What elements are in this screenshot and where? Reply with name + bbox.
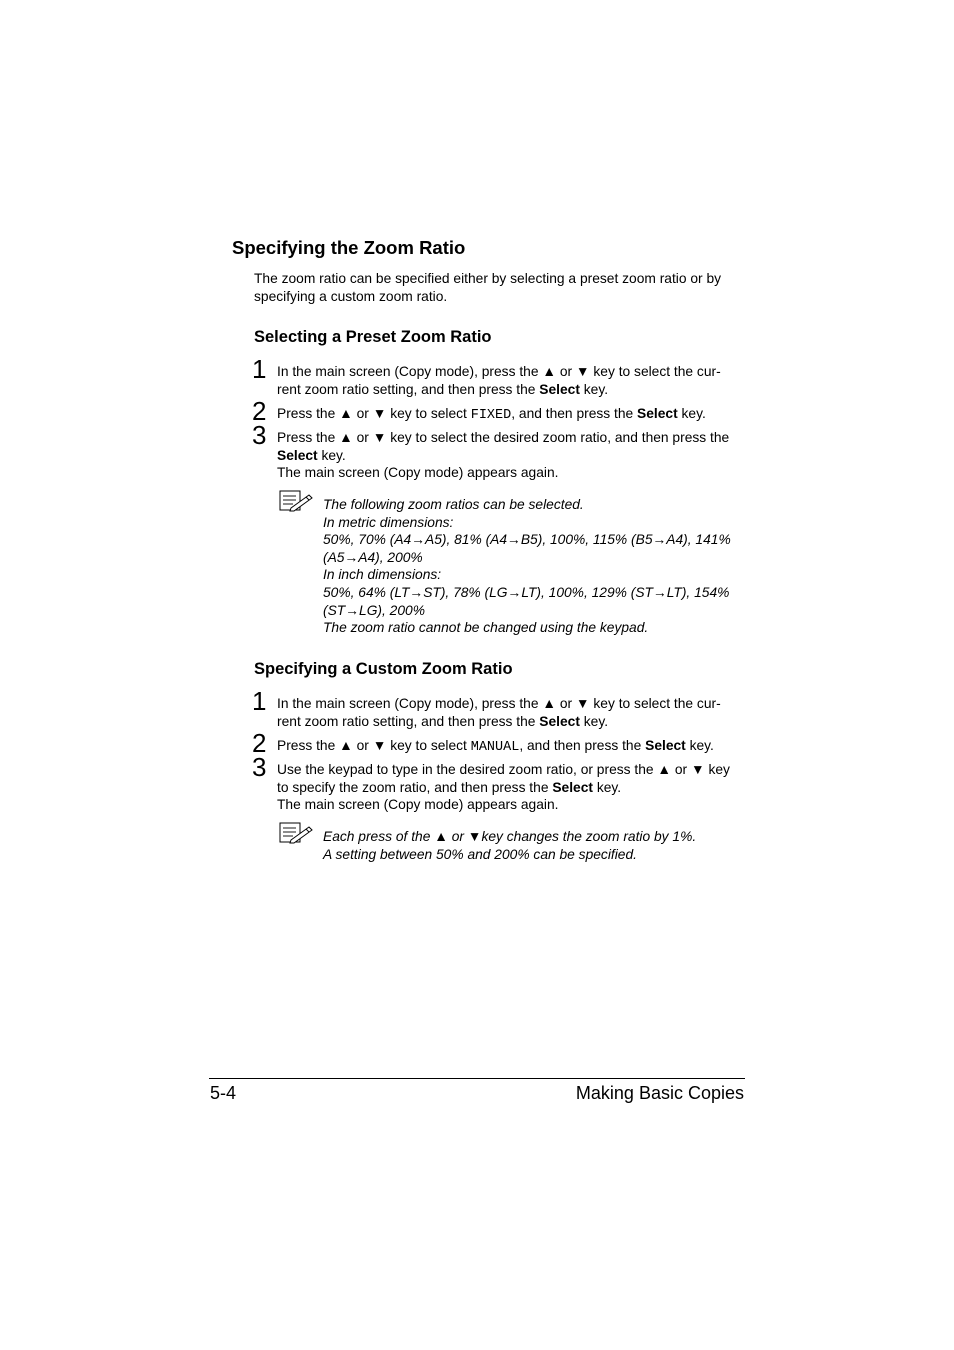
footer-chapter-title: Making Basic Copies [575, 1083, 744, 1103]
custom-step-2-text: Press the ▲ or ▼ key to select MANUAL, and then press the Select key. [277, 738, 714, 755]
custom-code-manual: MANUAL [470, 740, 520, 755]
custom-step-2-number: 2 [252, 728, 267, 758]
note-pencil-icon [279, 490, 313, 512]
custom-step-3-text: Use the keypad to type in the desired zoom ratio, or press the ▲ or ▼ key to specify the zoom ratio, and then press the Select key. The main screen (Copy mode) appears again. [277, 762, 730, 813]
footer-rule [209, 1078, 745, 1079]
section-title: Specifying the Zoom Ratio [232, 237, 466, 258]
preset-code-fixed: FIXED [470, 408, 512, 423]
custom-step-1-text: In the main screen (Copy mode), press the ▲ or ▼ key to select the cur- rent zoom ratio setting, and then press the Select key. [277, 696, 721, 729]
custom-note: Each press of the ▲ or ▼key changes the zoom ratio by 1%. A setting between 50% and 200% can be specified. [323, 829, 697, 862]
preset-heading: Selecting a Preset Zoom Ratio [254, 328, 492, 346]
preset-step-2-text: Press the ▲ or ▼ key to select FIXED, and then press the Select key. [277, 406, 706, 423]
section-intro: The zoom ratio can be specified either by selecting a preset zoom ratio or by specifying a custom zoom ratio. [254, 271, 722, 304]
preset-step-1-number: 1 [252, 354, 267, 384]
footer-page-number: 5-4 [210, 1083, 237, 1103]
preset-step-2-number: 2 [252, 396, 267, 426]
note-pencil-icon [279, 822, 313, 844]
preset-step-3-text: Press the ▲ or ▼ key to select the desired zoom ratio, and then press the Select key. The main screen (Copy mode) appears again. [277, 430, 730, 481]
preset-step-1-text: In the main screen (Copy mode), press the ▲ or ▼ key to select the cur- rent zoom ratio setting, and then press the Select key. [277, 364, 721, 397]
custom-step-1-number: 1 [252, 686, 267, 716]
preset-step-3-number: 3 [252, 420, 267, 450]
custom-heading: Specifying a Custom Zoom Ratio [254, 660, 513, 678]
preset-note: The following zoom ratios can be selected. In metric dimensions: 50%, 70% (A4→A5), 81% (A4→B5), 100%, 115% (B5→A4), 141% (A5→A4), 200% In inch dimensions: 50%, 64% (LT→ST), 78% (LG→LT), 100%, 129% (ST→LT), 154% (ST→LG), 200% The zoom ratio cannot be changed using the keypad. [323, 497, 731, 636]
custom-step-3-number: 3 [252, 752, 267, 782]
